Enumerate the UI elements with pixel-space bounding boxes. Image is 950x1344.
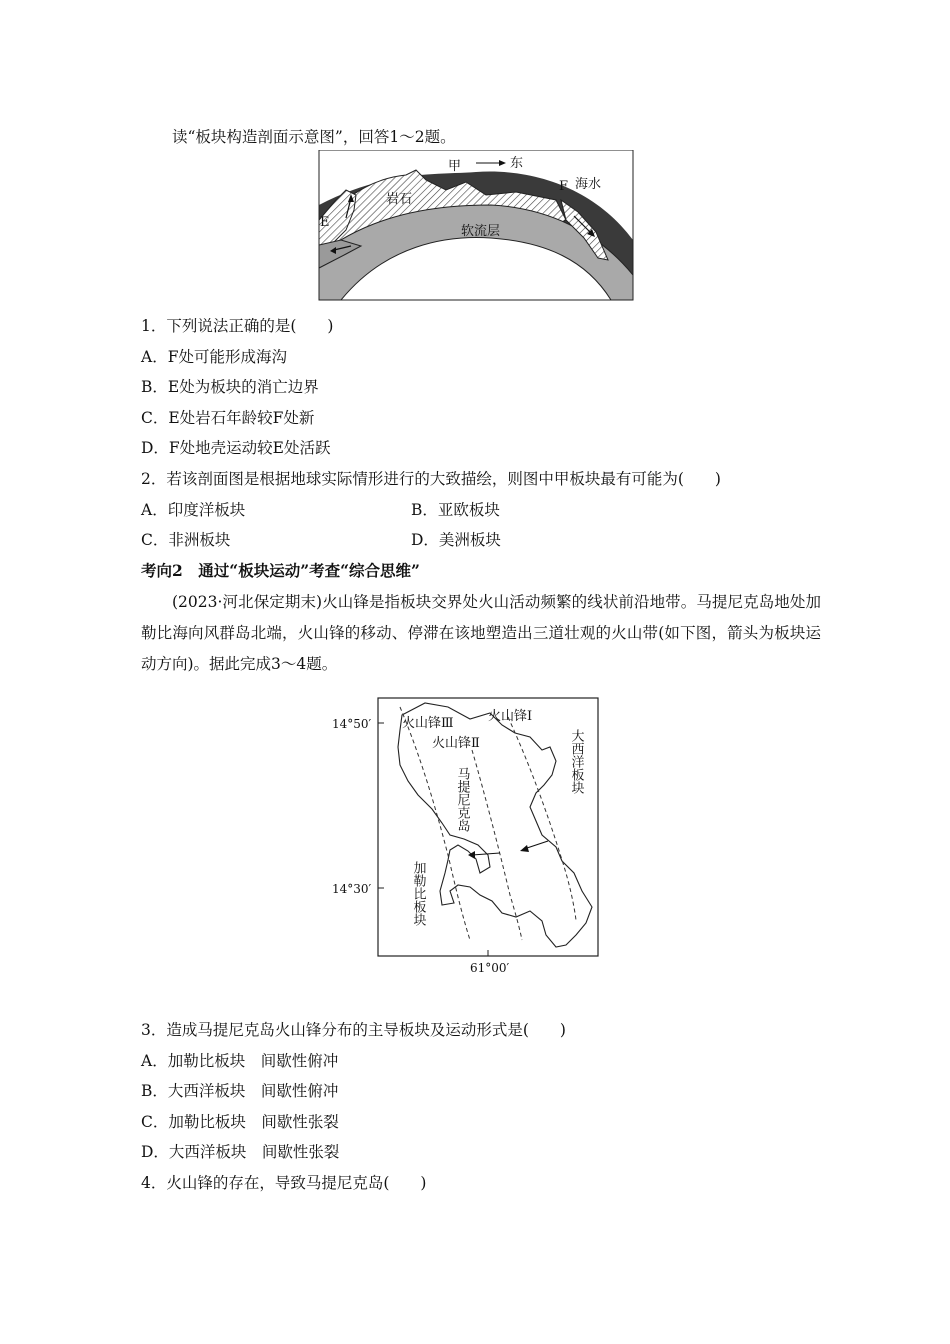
q3-option-d[interactable]: D．大西洋板块 间歇性张裂 [141, 1143, 340, 1161]
volcanic-front-1-label: 火山锋Ⅰ [488, 709, 533, 724]
q2-stem: 2．若该剖面图是根据地球实际情形进行的大致描绘，则图中甲板块最有可能为( ) [141, 470, 721, 488]
q2-option-b[interactable]: B．亚欧板块 [411, 501, 500, 519]
lat-top-label: 14°50′ [332, 717, 372, 731]
plate-cross-section-figure [316, 150, 636, 302]
q1-stem: 1．下列说法正确的是( ) [141, 317, 334, 335]
q2-option-a[interactable]: A．印度洋板块 [141, 501, 246, 519]
label-east: 东 [510, 156, 524, 171]
passage-text: (2023·河北保定期末)火山锋是指板块交界处火山活动频繁的线状前沿地带。马提尼克岛地处加勒比海向风群岛北端，火山锋的移动、停滞在该地塑造出三道壮观的火山带(如下图，箭头为板块运动方向)。据此完成3～4题。 [141, 593, 821, 673]
section-title: 考向2 通过“板块运动”考查“综合思维” [141, 561, 420, 580]
q1-option-a[interactable]: A．F处可能形成海沟 [141, 348, 287, 366]
q1-option-c[interactable]: C．E处岩石年龄较F处新 [141, 409, 315, 427]
q2-option-d[interactable]: D．美洲板块 [411, 531, 501, 549]
martinique-map-figure [330, 695, 610, 980]
q1-option-d[interactable]: D．F处地壳运动较E处活跃 [141, 439, 331, 457]
q3-stem: 3．造成马提尼克岛火山锋分布的主导板块及运动形式是( ) [141, 1021, 566, 1039]
atlantic-plate-label: 大西洋板块 [568, 729, 584, 794]
label-rock: 岩石 [386, 192, 413, 207]
label-sea: 海水 [575, 177, 602, 192]
lon-label: 61°00′ [470, 961, 510, 975]
island-label: 马提尼克岛 [454, 767, 470, 832]
volcanic-front-3-label: 火山锋Ⅲ [402, 716, 454, 731]
label-jia: 甲 [448, 159, 462, 174]
label-E: E [320, 215, 330, 230]
q3-option-c[interactable]: C．加勒比板块 间歇性张裂 [141, 1113, 339, 1131]
label-asthenosphere: 软流层 [461, 224, 501, 239]
q3-option-b[interactable]: B．大西洋板块 间歇性俯冲 [141, 1082, 339, 1100]
intro-text: 读“板块构造剖面示意图”，回答1～2题。 [172, 128, 456, 146]
q2-option-c[interactable]: C．非洲板块 [141, 531, 231, 549]
q4-stem: 4．火山锋的存在，导致马提尼克岛( ) [141, 1174, 427, 1192]
volcanic-front-2-label: 火山锋Ⅱ [432, 736, 480, 751]
q3-option-a[interactable]: A．加勒比板块 间歇性俯冲 [141, 1052, 339, 1070]
q1-option-b[interactable]: B．E处为板块的消亡边界 [141, 378, 319, 396]
lat-bottom-label: 14°30′ [332, 882, 372, 896]
caribbean-plate-label: 加勒比板块 [410, 861, 426, 926]
label-F: F [559, 179, 569, 194]
